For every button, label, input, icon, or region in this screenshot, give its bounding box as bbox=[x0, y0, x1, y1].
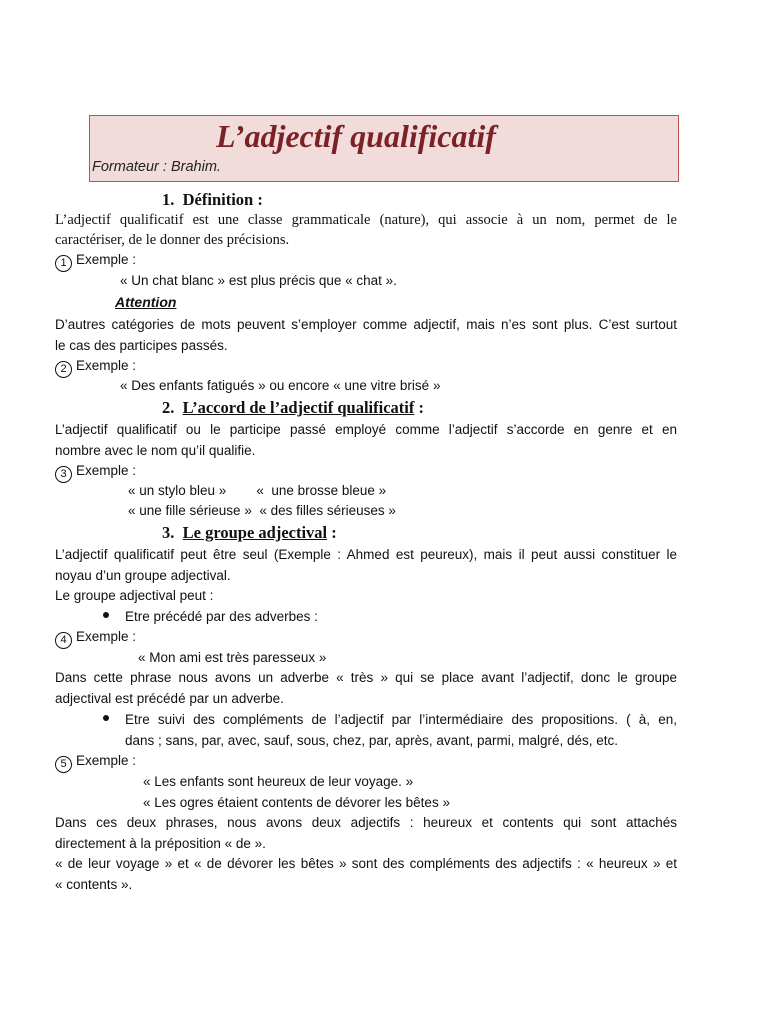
attention-line-2: le cas des participes passés. bbox=[55, 338, 228, 353]
section-1-title: Définition : bbox=[182, 190, 263, 209]
example-4-text: « Mon ami est très paresseux » bbox=[138, 650, 327, 665]
example-1-label bbox=[55, 251, 136, 272]
section-1-heading bbox=[162, 190, 263, 210]
attention-line-1: D’autres catégories de mots peuvent s’employer comme adjectif, mais n’es sont plus. C’est surtout bbox=[55, 317, 677, 332]
attention-heading: Attention bbox=[115, 294, 177, 310]
section-2-colon: : bbox=[414, 398, 424, 417]
circled-number-4: 4 bbox=[55, 632, 72, 649]
example-5-line-1: « Les enfants sont heureux de leur voyage. » bbox=[143, 774, 414, 789]
title-box bbox=[89, 115, 679, 182]
example-5-line-2: « Les ogres étaient contents de dévorer les bêtes » bbox=[143, 795, 450, 810]
example-2-label bbox=[55, 357, 136, 378]
example-label: Exemple : bbox=[76, 463, 137, 478]
group-line-1: L’adjectif qualificatif peut être seul (Exemple : Ahmed est peureux), mais il peut aussi constituer le bbox=[55, 547, 677, 562]
document-title: L’adjectif qualificatif bbox=[216, 118, 496, 154]
agreement-line-2: nombre avec le nom qu’il qualifie. bbox=[55, 443, 256, 458]
group-line-2: noyau d’un groupe adjectival. bbox=[55, 568, 231, 583]
bullet-1-text: Etre précédé par des adverbes : bbox=[125, 609, 318, 624]
conclusion-line-4: « contents ». bbox=[55, 877, 133, 892]
example-4-label bbox=[55, 628, 136, 649]
section-3-heading bbox=[162, 523, 337, 543]
example-3-label bbox=[55, 462, 136, 483]
bullet-2-text-line-1: Etre suivi des compléments de l’adjectif par l’intermédiaire des propositions. ( à, en, bbox=[125, 712, 677, 727]
explanation-line-1: Dans cette phrase nous avons un adverbe « très » qui se place avant l’adjectif, donc le groupe bbox=[55, 670, 677, 685]
example-1-text: « Un chat blanc » est plus précis que « chat ». bbox=[120, 273, 397, 288]
circled-number-1: 1 bbox=[55, 255, 72, 272]
section-2-heading bbox=[162, 398, 424, 418]
example-5-label bbox=[55, 752, 136, 773]
example-3-line-2: « une fille sérieuse » « des filles sérieuses » bbox=[128, 503, 396, 518]
section-2-title: L’accord de l’adjectif qualificatif bbox=[182, 398, 415, 417]
example-label: Exemple : bbox=[76, 753, 137, 768]
circled-number-3: 3 bbox=[55, 466, 72, 483]
bullet-2-text-line-2: dans ; sans, par, avec, sauf, sous, chez, par, après, avant, parmi, malgré, dés, etc. bbox=[125, 733, 619, 748]
section-3-number: 3. bbox=[162, 523, 175, 542]
bullet-dot bbox=[103, 715, 109, 721]
group-line-3: Le groupe adjectival peut : bbox=[55, 588, 214, 603]
section-1-number: 1. bbox=[162, 190, 175, 209]
example-label: Exemple : bbox=[76, 358, 137, 373]
conclusion-line-3: « de leur voyage » et « de dévorer les bêtes » sont des compléments des adjectifs : « heureux » et bbox=[55, 856, 677, 871]
section-2-number: 2. bbox=[162, 398, 175, 417]
explanation-line-2: adjectival est précédé par un adverbe. bbox=[55, 691, 284, 706]
bullet-dot bbox=[103, 612, 109, 618]
definition-line-2: caractériser, de le donner des précisions. bbox=[55, 232, 290, 248]
author-line: Formateur : Brahim. bbox=[92, 159, 221, 175]
section-3-title: Le groupe adjectival bbox=[182, 523, 328, 542]
example-label: Exemple : bbox=[76, 252, 137, 267]
example-3-line-1: « un stylo bleu » « une brosse bleue » bbox=[128, 483, 387, 498]
conclusion-line-1: Dans ces deux phrases, nous avons deux adjectifs : heureux et contents qui sont attachés bbox=[55, 815, 677, 830]
circled-number-5: 5 bbox=[55, 756, 72, 773]
conclusion-line-2: directement à la préposition « de ». bbox=[55, 836, 266, 851]
definition-line-1: L’adjectif qualificatif est une classe grammaticale (nature), qui associe à un nom, permet de le bbox=[55, 212, 677, 228]
circled-number-2: 2 bbox=[55, 361, 72, 378]
example-label: Exemple : bbox=[76, 629, 137, 644]
agreement-line-1: L’adjectif qualificatif ou le participe passé employé comme l’adjectif s’accorde en genre et en bbox=[55, 422, 677, 437]
section-3-colon: : bbox=[327, 523, 337, 542]
example-2-text: « Des enfants fatigués » ou encore « une vitre brisé » bbox=[120, 378, 441, 393]
